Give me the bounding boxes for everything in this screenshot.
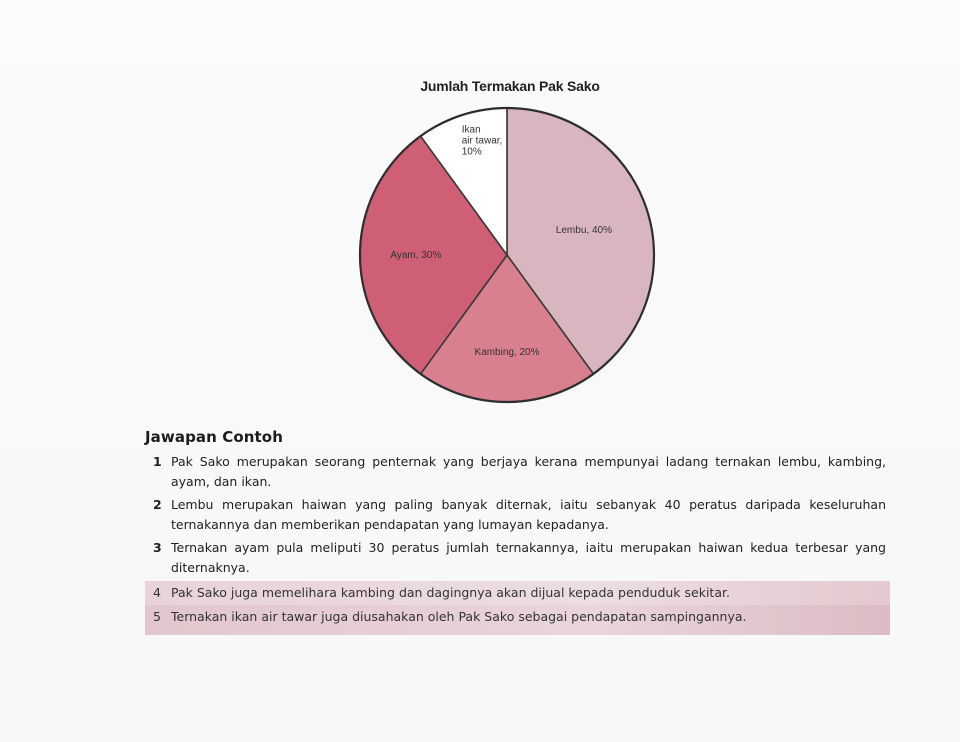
slice-label-lembu: Lembu, 40% [555,225,612,237]
slice-label-ikan-air-tawar-line-3: 10% [461,146,482,158]
answer-item-4 [145,581,890,605]
answer-text: Pak Sako juga memelihara kambing dan dagingnya akan dijual kepada penduduk sekitar. [171,585,730,600]
chart-title: Jumlah Termakan Pak Sako [420,78,600,94]
slice-label-ikan-air-tawar-line-1: Ikan [461,124,481,136]
answer-text: Pak Sako merupakan seorang penternak yang berjaya kerana mempunyai ladang ternakan lembu, kambing, ayam, dan ikan. [171,454,886,489]
answer-number: 2 [153,497,162,512]
answer-list [145,452,890,635]
answer-item-1 [145,452,890,492]
answer-item-2 [145,495,890,535]
answer-number: 1 [153,454,162,469]
slice-label-kambing: Kambing, 20% [474,347,540,359]
answer-text: Lembu merupakan haiwan yang paling banyak diternak, iaitu sebanyak 40 peratus daripada keseluruhan ternakannya dan memberikan pendapatan yang lumayan kepadanya. [171,497,886,532]
answer-item-5 [145,605,890,635]
slice-label-ikan-air-tawar-line-2: air tawar, [461,135,503,147]
answer-number: 3 [153,540,162,555]
answer-number: 5 [153,609,161,624]
answers-heading: Jawapan Contoh [145,428,283,446]
answer-text: Ternakan ikan air tawar juga diusahakan oleh Pak Sako sebagai pendapatan sampingannya. [171,609,747,624]
answer-item-3 [145,538,890,578]
pie-chart [350,100,670,420]
answers-section [145,428,890,635]
slice-label-ayam: Ayam, 30% [390,250,442,261]
answer-text: Ternakan ayam pula meliputi 30 peratus jumlah ternakannya, iaitu merupakan haiwan kedua terbesar yang diternaknya. [171,540,886,575]
answer-number: 4 [153,585,161,600]
